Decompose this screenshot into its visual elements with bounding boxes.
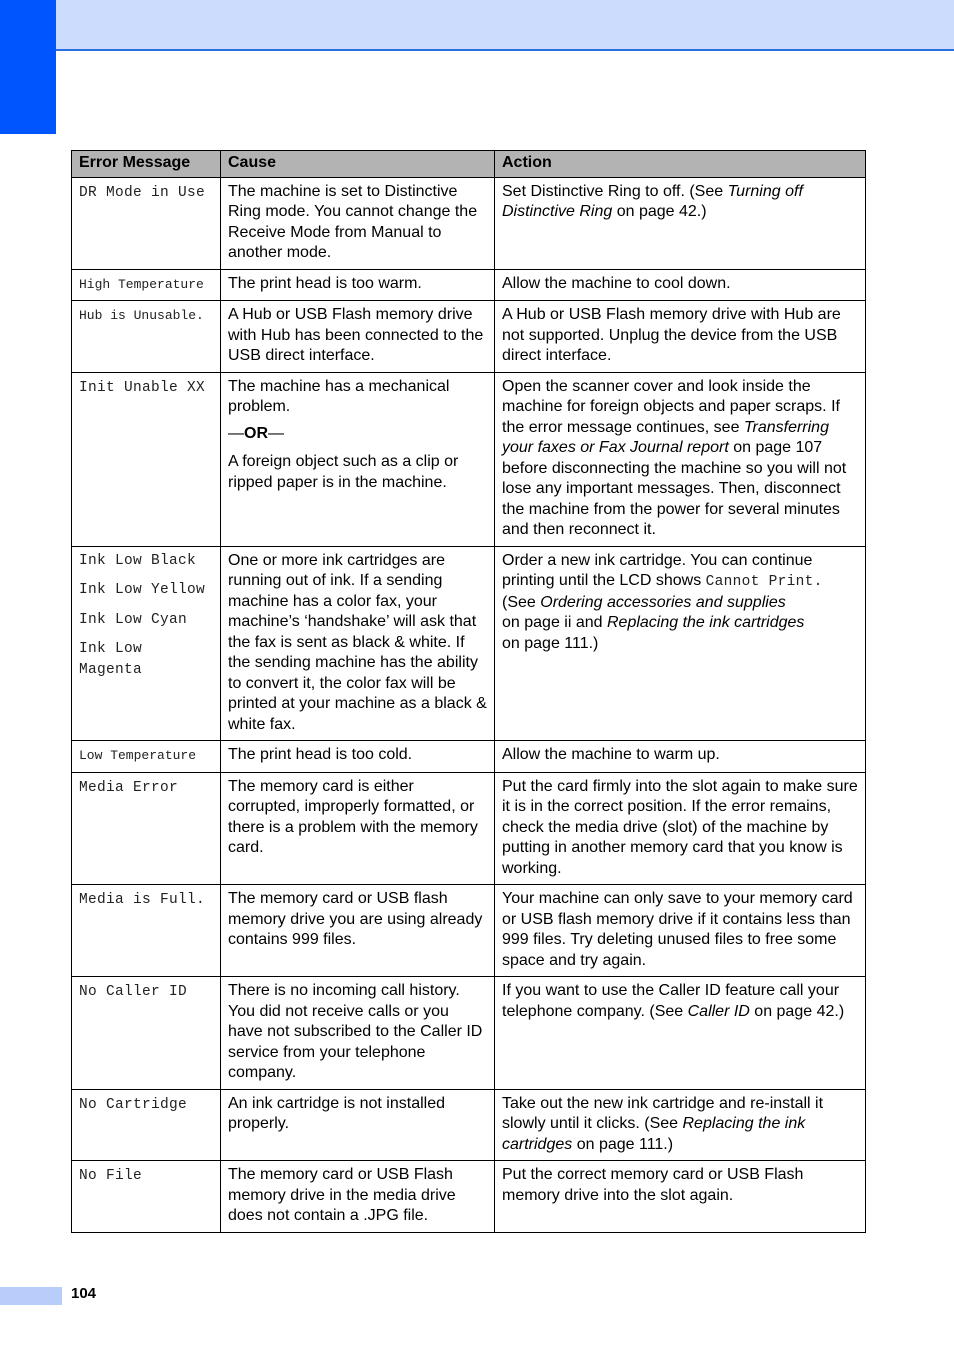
error-message: Hub is Unusable. bbox=[79, 308, 204, 323]
error-message-cell bbox=[72, 885, 221, 977]
error-message: Ink Low Magenta bbox=[79, 641, 143, 678]
action-cell bbox=[495, 372, 866, 546]
error-message: No File bbox=[79, 1168, 143, 1184]
error-message: No Caller ID bbox=[79, 984, 188, 1000]
cross-reference: Replacing the ink cartridges bbox=[606, 614, 805, 631]
action-text: Open the scanner cover and look inside the machine for foreign objects and paper scraps. If the error message continues, see bbox=[502, 377, 840, 436]
or-label: OR bbox=[244, 424, 268, 442]
action-text: on page 107 before disconnecting the machine so you will not lose any important messages. Then, disconnect the machine from the power for several minutes and then reconnect it. bbox=[502, 439, 847, 538]
cross-reference: Caller ID bbox=[687, 1002, 750, 1020]
error-message-cell bbox=[72, 1161, 221, 1233]
cause-cell: The memory card is either corrupted, improperly formatted, or there is a problem with the memory card. bbox=[221, 772, 495, 885]
table-row bbox=[72, 977, 866, 1090]
error-message-cell bbox=[72, 269, 221, 301]
action-cell bbox=[495, 546, 866, 741]
or-separator: —OR— bbox=[228, 424, 284, 442]
action-text: on page ii and bbox=[502, 614, 607, 631]
column-header-error-message: Error Message bbox=[72, 151, 221, 178]
action-cell: Put the card firmly into the slot again to make sure it is in the correct position. If the error remains, check the media drive (slot) of the machine by putting in another memory card that you know is working. bbox=[495, 772, 866, 885]
table-row bbox=[72, 177, 866, 269]
action-text: Set Distinctive Ring to off. (See bbox=[502, 182, 728, 200]
cause-cell: The machine is set to Distinctive Ring mode. You cannot change the Receive Mode from Manual to another mode. bbox=[221, 177, 495, 269]
action-cell bbox=[495, 977, 866, 1090]
error-message: High Temperature bbox=[79, 276, 204, 292]
error-message-cell bbox=[72, 977, 221, 1090]
error-message-cell bbox=[72, 177, 221, 269]
action-cell bbox=[495, 1089, 866, 1161]
action-text: on page 42.) bbox=[749, 1002, 845, 1020]
error-message-cell bbox=[72, 546, 221, 741]
error-message-cell bbox=[72, 372, 221, 546]
action-text: If you want to use the Caller ID feature call your telephone company. (See bbox=[502, 982, 840, 1020]
cause-text: The machine has a mechanical problem. bbox=[228, 377, 450, 415]
error-message: No Cartridge bbox=[79, 1096, 188, 1113]
action-cell: A Hub or USB Flash memory drive with Hub are not supported. Unplug the device from the USB direct interface. bbox=[495, 301, 866, 373]
cause-cell: One or more ink cartridges are running out of ink. If a sending machine has a color fax, your machine’s ‘handshake’ will ask that the fax is sent as black & white. If the sending machine has the ability to convert it, the color fax will be printed at your machine as a black & white fax. bbox=[221, 546, 495, 741]
column-header-action: Action bbox=[495, 151, 866, 178]
cross-reference: Ordering accessories and supplies bbox=[540, 593, 786, 611]
action-cell: Put the correct memory card or USB Flash memory drive into the slot again. bbox=[495, 1161, 866, 1233]
cause-cell: The print head is too cold. bbox=[221, 741, 495, 773]
error-message: Ink Low Black bbox=[79, 552, 197, 569]
error-message: Media is Full. bbox=[79, 892, 206, 908]
table-row bbox=[72, 269, 866, 301]
column-header-cause: Cause bbox=[221, 151, 495, 178]
table-row bbox=[72, 546, 866, 741]
error-message: Ink Low Cyan bbox=[79, 611, 188, 628]
error-message-cell bbox=[72, 741, 221, 773]
table-row bbox=[72, 885, 866, 977]
action-text: Order a new ink cartridge. You can continue printing until the LCD shows bbox=[502, 551, 813, 589]
cause-cell: The print head is too warm. bbox=[221, 269, 495, 301]
cause-cell: The memory card or USB flash memory drive you are using already contains 999 files. bbox=[221, 885, 495, 977]
chapter-tab bbox=[0, 0, 56, 134]
header-band bbox=[0, 0, 954, 51]
action-cell: Your machine can only save to your memory card or USB flash memory drive if it contains less than 999 files. Try deleting unused files to free some space and try again. bbox=[495, 885, 866, 977]
error-message-cell bbox=[72, 772, 221, 885]
cause-text: A foreign object such as a clip or ripped paper is in the machine. bbox=[228, 453, 459, 491]
action-cell: Allow the machine to warm up. bbox=[495, 741, 866, 773]
error-message: DR Mode in Use bbox=[79, 184, 206, 201]
error-message-cell bbox=[72, 301, 221, 373]
error-message: Low Temperature bbox=[79, 748, 197, 763]
footer-bar bbox=[0, 1287, 62, 1305]
action-text: on page 42.) bbox=[612, 203, 707, 220]
error-message: Ink Low Yellow bbox=[79, 582, 206, 598]
cause-cell bbox=[221, 372, 495, 546]
table-header-row bbox=[72, 151, 866, 178]
table-row bbox=[72, 772, 866, 885]
cross-reference: Replacing the ink cartridges bbox=[502, 1115, 806, 1153]
action-text: (See bbox=[502, 593, 541, 611]
cause-cell: There is no incoming call history. You did not receive calls or you have not subscribed to the Caller ID service from your telephone company. bbox=[221, 977, 495, 1090]
cause-cell: The memory card or USB Flash memory drive in the media drive does not contain a .JPG file. bbox=[221, 1161, 495, 1233]
table-row bbox=[72, 1161, 866, 1233]
action-text: on page 111.) bbox=[572, 1135, 674, 1153]
action-text: Take out the new ink cartridge and re-install it slowly until it clicks. (See bbox=[502, 1094, 824, 1132]
page-number: 104 bbox=[71, 1285, 97, 1302]
error-message: Init Unable XX bbox=[79, 379, 206, 396]
action-cell bbox=[495, 177, 866, 269]
table-row bbox=[72, 301, 866, 373]
lcd-message: Cannot Print. bbox=[705, 574, 823, 590]
cross-reference: Turning off Distinctive Ring bbox=[502, 182, 803, 220]
table-row bbox=[72, 1089, 866, 1161]
action-cell: Allow the machine to cool down. bbox=[495, 269, 866, 301]
cross-reference: Transferring your faxes or Fax Journal report bbox=[502, 418, 829, 456]
cause-cell: An ink cartridge is not installed properly. bbox=[221, 1089, 495, 1161]
error-message: Media Error bbox=[79, 779, 179, 796]
cause-cell: A Hub or USB Flash memory drive with Hub has been connected to the USB direct interface. bbox=[221, 301, 495, 373]
table-row bbox=[72, 372, 866, 546]
table-row bbox=[72, 741, 866, 773]
action-text: on page 111.) bbox=[502, 634, 599, 652]
error-message-table bbox=[71, 150, 866, 1233]
error-message-cell bbox=[72, 1089, 221, 1161]
